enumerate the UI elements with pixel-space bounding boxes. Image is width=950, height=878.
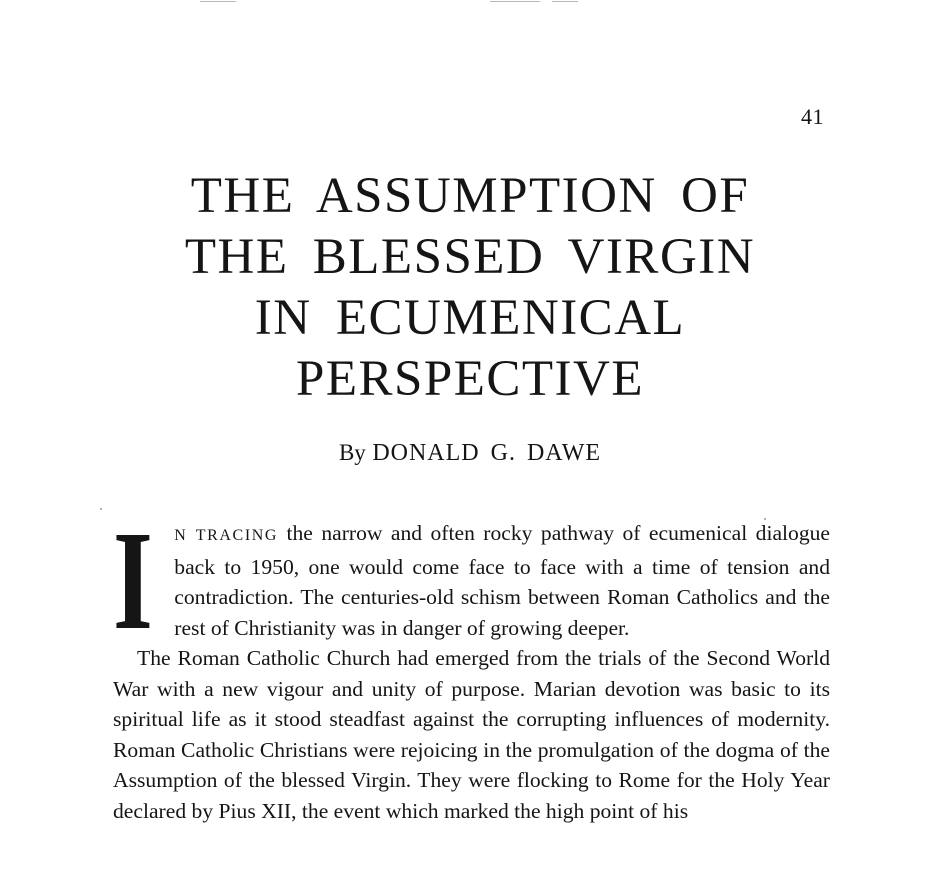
drop-cap: I xyxy=(113,501,153,659)
scan-artifact-line xyxy=(490,1,540,2)
byline xyxy=(130,440,810,467)
scan-speck xyxy=(100,508,102,510)
lead-in-smallcaps: N TRACING xyxy=(174,527,279,544)
page-number: 41 xyxy=(801,104,824,129)
article-title xyxy=(130,166,810,410)
title-line: IN ECUMENICAL xyxy=(254,290,686,346)
title-line: PERSPECTIVE xyxy=(295,351,645,407)
title-line: THE ASSUMPTION OF xyxy=(190,168,750,224)
paragraph-1 xyxy=(113,501,830,659)
author-name: DONALD G. DAWE xyxy=(372,440,602,466)
scan-artifact-line xyxy=(552,1,578,2)
scan-artifact-line xyxy=(200,1,236,2)
paragraph-2: The Roman Catholic Church had emerged from the trials of the Second World War with a new vigour and unity of purpose. Marian devotion was basic to its spiritual life as it stood steadfast against the corrupting influences of modernity. Roman Catholic Christians were rejoicing in the promulgation of the dogma of the Assumption of the blessed Virgin. They were flocking to Rome for the Holy Year declared by Pius XII, the event which marked the high point of his xyxy=(113,646,830,823)
paragraph-1-text: the narrow and often rocky pathway of ecumenical dialogue back to 1950, one would come face to face with a time of tension and contradiction. The centuries-old schism between Roman Catholics and the rest of Christianity was in danger of growing deeper. xyxy=(174,521,830,640)
article-body xyxy=(113,501,830,826)
title-line: THE BLESSED VIRGIN xyxy=(184,229,756,285)
byline-prefix: By xyxy=(338,440,366,465)
